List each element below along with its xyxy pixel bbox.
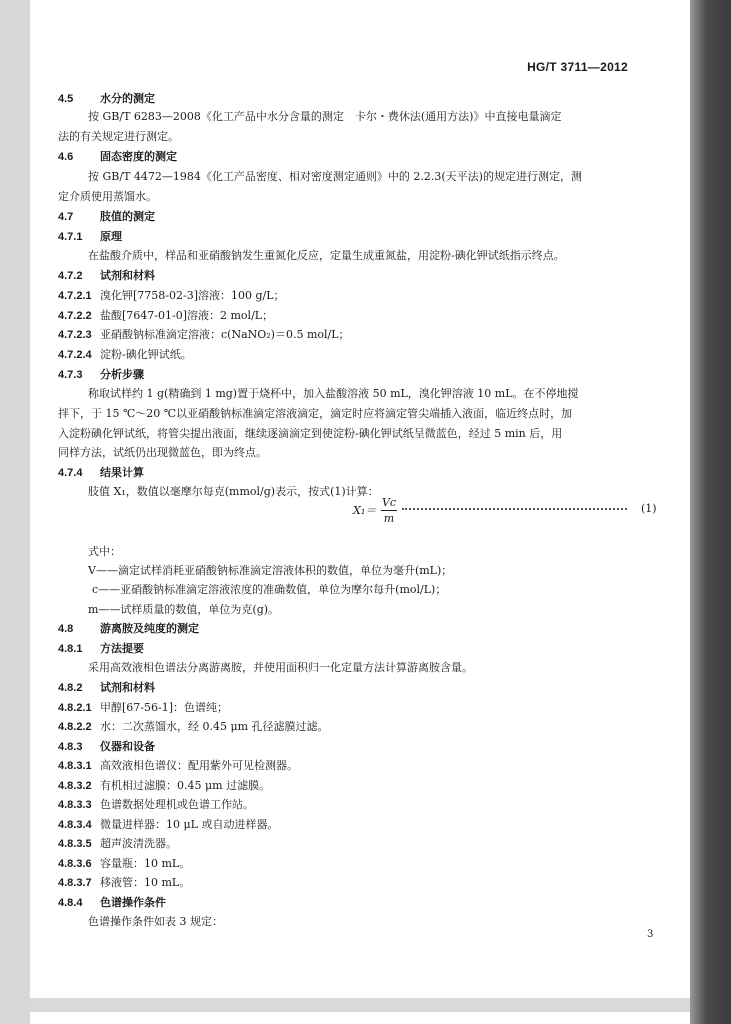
section-number: 4.8.3.4 xyxy=(58,819,92,831)
line-text: 在盐酸介质中，样品和亚硝酸钠发生重氮化反应，定量生成重氮盐，用淀粉-碘化钾试纸指示终点。 xyxy=(88,249,565,262)
page-number: 3 xyxy=(647,929,654,940)
paragraph-line xyxy=(88,387,579,401)
line-text: 色谱操作条件如表 3 规定： xyxy=(88,915,223,928)
formula-lhs: X₁＝ xyxy=(353,504,377,517)
line-text: m——试样质量的数值，单位为克(g)。 xyxy=(88,603,280,616)
section-number: 4.8 xyxy=(58,623,74,635)
list-item xyxy=(58,837,177,851)
section-number: 4.7 xyxy=(58,211,74,223)
line-text: 肢值的测定 xyxy=(100,211,155,223)
line-text: 按 GB/T 6283—2008《化工产品中水分含量的测定 卡尔・费休法(通用方法)》中直接电量滴定 xyxy=(88,110,562,123)
document-code: HG/T 3711—2012 xyxy=(527,60,628,74)
line-text: 肢值 X₁，数值以毫摩尔每克(mmol/g)表示，按式(1)计算： xyxy=(88,485,379,498)
formula-denominator: m xyxy=(383,512,395,525)
viewer-right-margin xyxy=(690,0,731,1024)
section-heading xyxy=(58,150,177,164)
paragraph-line xyxy=(88,170,582,184)
paragraph-line xyxy=(88,545,121,559)
line-text: 甲醇[67-56-1]：色谱纯； xyxy=(100,701,229,714)
line-text: 水：二次蒸馏水，经 0.45 μm 孔径滤膜过滤。 xyxy=(100,720,329,733)
page-gap xyxy=(30,998,690,1012)
fraction-bar xyxy=(381,510,397,511)
section-number: 4.7.2 xyxy=(58,270,83,282)
section-heading xyxy=(58,92,155,106)
list-item xyxy=(58,289,285,303)
section-number: 4.7.2.4 xyxy=(58,349,92,361)
line-text: 固态密度的测定 xyxy=(100,151,177,163)
line-text: 盐酸[7647-01-0]溶液：2 mol/L； xyxy=(100,309,274,322)
paragraph-line xyxy=(88,249,565,263)
list-item xyxy=(58,701,228,715)
list-item xyxy=(58,348,192,362)
section-heading xyxy=(58,368,144,382)
paragraph-line xyxy=(88,485,379,499)
formula-numerator: Vc xyxy=(381,496,397,509)
paragraph-line xyxy=(58,130,179,144)
line-text: 采用高效液相色谱法分离游离胺，并使用面积归一化定量方法计算游离胺含量。 xyxy=(88,661,473,674)
section-heading xyxy=(58,230,122,244)
section-number: 4.5 xyxy=(58,93,74,105)
line-text: 色谱数据处理机或色谱工作站。 xyxy=(100,798,254,811)
line-text: 试剂和材料 xyxy=(100,270,155,282)
document-page xyxy=(30,0,690,998)
line-text: V——滴定试样消耗亚硝酸钠标准滴定溶液体积的数值，单位为毫升(mL)； xyxy=(88,564,453,577)
line-text: 超声波清洗器。 xyxy=(100,837,177,850)
formula-leader-dots xyxy=(402,508,627,510)
line-text: 亚硝酸钠标准滴定溶液：c(NaNO₂)＝0.5 mol/L； xyxy=(100,328,350,341)
section-number: 4.8.1 xyxy=(58,643,83,655)
list-item xyxy=(58,798,254,812)
line-text: 容量瓶：10 mL。 xyxy=(100,857,191,870)
list-item xyxy=(58,876,190,890)
line-text: 拌下，于 15 ℃～20 ℃以亚硝酸钠标准滴定溶液滴定，滴定时应将滴定管尖端插入液面，临近终点时，加 xyxy=(58,407,573,420)
paragraph-line xyxy=(88,603,279,617)
section-number: 4.8.3.6 xyxy=(58,858,92,870)
line-text: 游离胺及纯度的测定 xyxy=(100,623,199,635)
line-text: 称取试样约 1 g(精确到 1 mg)置于烧杯中，加入盐酸溶液 50 mL，溴化钾溶液 10 mL。在不停地搅 xyxy=(88,387,579,400)
line-text: 试剂和材料 xyxy=(100,682,155,694)
paragraph-line xyxy=(58,190,157,204)
section-heading xyxy=(58,896,166,910)
section-number: 4.7.4 xyxy=(58,467,83,479)
section-number: 4.8.2.2 xyxy=(58,721,92,733)
paragraph-line xyxy=(58,407,572,421)
paragraph-line xyxy=(88,110,561,124)
section-number: 4.6 xyxy=(58,151,74,163)
line-text: c——亚硝酸钠标准滴定溶液浓度的准确数值，单位为摩尔每升(mol/L)； xyxy=(92,583,447,596)
line-text: 水分的测定 xyxy=(100,93,155,105)
paragraph-line xyxy=(58,427,562,441)
line-text: 定介质使用蒸馏水。 xyxy=(58,190,157,203)
line-text: 式中： xyxy=(88,545,121,558)
list-item xyxy=(58,720,329,734)
viewer-left-margin xyxy=(0,0,30,1024)
section-number: 4.8.3.2 xyxy=(58,780,92,792)
paragraph-line xyxy=(92,583,446,597)
line-text: 原理 xyxy=(100,231,122,243)
line-text: 仪器和设备 xyxy=(100,741,155,753)
section-number: 4.8.4 xyxy=(58,897,83,909)
section-heading xyxy=(58,622,199,636)
equation-number: (1) xyxy=(641,502,657,515)
list-item xyxy=(58,328,350,342)
section-heading xyxy=(58,269,155,283)
formula-fraction xyxy=(381,496,397,525)
line-text: 高效液相色谱仪：配用紫外可见检测器。 xyxy=(100,759,298,772)
paragraph-line xyxy=(58,446,267,460)
list-item xyxy=(58,309,273,323)
section-heading xyxy=(58,210,155,224)
section-heading xyxy=(58,642,144,656)
section-number: 4.7.2.2 xyxy=(58,310,92,322)
line-text: 方法提要 xyxy=(100,643,144,655)
list-item xyxy=(58,759,298,773)
line-text: 分析步骤 xyxy=(100,369,144,381)
paragraph-line xyxy=(88,661,473,675)
section-heading xyxy=(58,466,144,480)
list-item xyxy=(58,857,190,871)
section-number: 4.7.2.1 xyxy=(58,290,92,302)
line-text: 溴化钾[7758-02-3]溶液：100 g/L； xyxy=(100,289,285,302)
line-text: 法的有关规定进行测定。 xyxy=(58,130,179,143)
list-item xyxy=(58,818,278,832)
line-text: 微量进样器：10 μL 或自动进样器。 xyxy=(100,818,279,831)
line-text: 色谱操作条件 xyxy=(100,897,166,909)
next-page-edge xyxy=(30,1012,690,1024)
list-item xyxy=(58,779,270,793)
line-text: 淀粉-碘化钾试纸。 xyxy=(100,348,192,361)
section-heading xyxy=(58,681,155,695)
section-number: 4.7.2.3 xyxy=(58,329,92,341)
section-number: 4.8.3.3 xyxy=(58,799,92,811)
line-text: 有机相过滤膜：0.45 μm 过滤膜。 xyxy=(100,779,271,792)
section-number: 4.7.1 xyxy=(58,231,83,243)
section-number: 4.8.2 xyxy=(58,682,83,694)
line-text: 结果计算 xyxy=(100,467,144,479)
section-number: 4.8.3.5 xyxy=(58,838,92,850)
paragraph-line xyxy=(88,564,452,578)
line-text: 入淀粉碘化钾试纸，将管尖提出液面，继续逐滴滴定到使淀粉-碘化钾试纸呈微蓝色，经过 5 min 后，用 xyxy=(58,427,563,440)
line-text: 按 GB/T 4472—1984《化工产品密度、相对密度测定通则》中的 2.2.3(天平法)的规定进行测定，测 xyxy=(88,170,582,183)
section-heading xyxy=(58,740,155,754)
line-text: 同样方法，试纸仍出现微蓝色，即为终点。 xyxy=(58,446,267,459)
section-number: 4.8.3 xyxy=(58,741,83,753)
section-number: 4.8.2.1 xyxy=(58,702,92,714)
paragraph-line xyxy=(88,915,223,929)
line-text: 移液管：10 mL。 xyxy=(100,876,191,889)
section-number: 4.7.3 xyxy=(58,369,83,381)
section-number: 4.8.3.1 xyxy=(58,760,92,772)
section-number: 4.8.3.7 xyxy=(58,877,92,889)
